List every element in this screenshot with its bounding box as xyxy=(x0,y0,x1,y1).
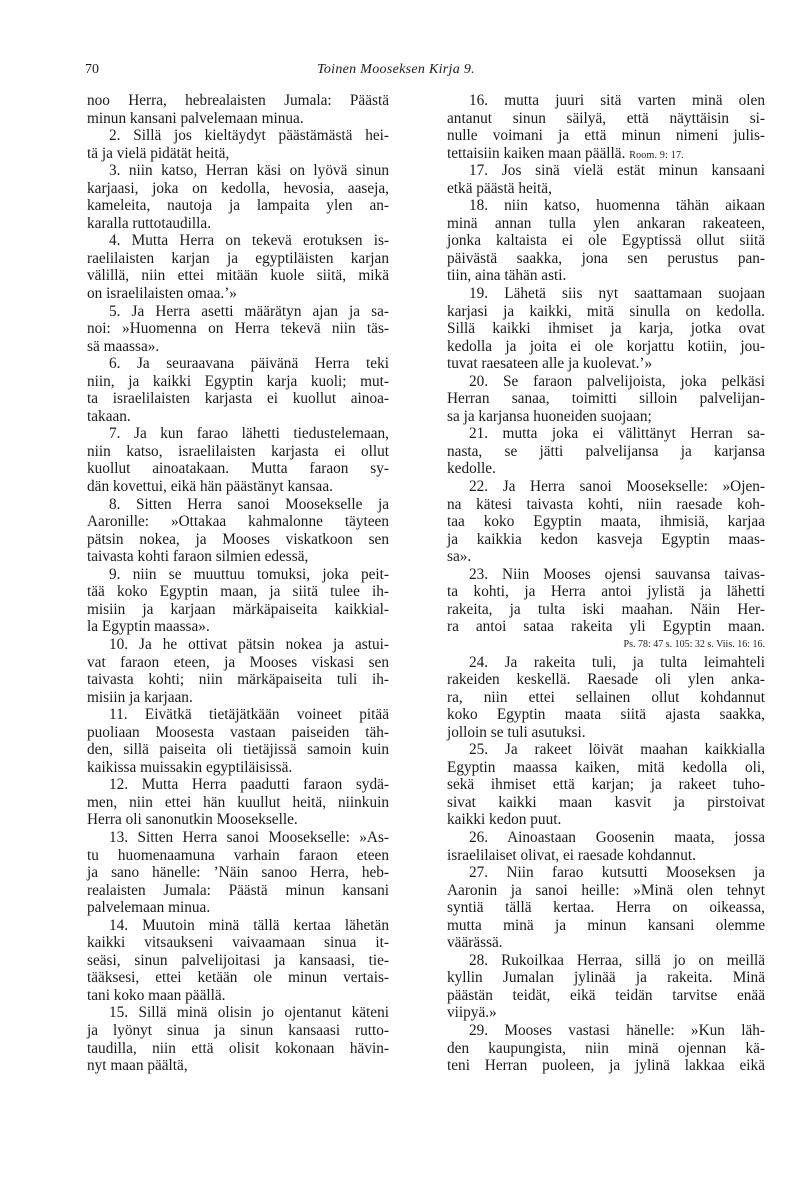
text-line xyxy=(447,285,765,303)
text-line xyxy=(87,987,389,1005)
text-line xyxy=(87,408,389,426)
text-line xyxy=(447,145,765,163)
line-text: ta israelilaisten karjasta ei kuollut ainoa- xyxy=(87,390,389,408)
text-line xyxy=(87,267,389,285)
text-line xyxy=(447,496,765,514)
text-line xyxy=(87,443,389,461)
line-text: koko Egyptin maata siitä ajasta saakka, xyxy=(447,706,765,724)
text-line xyxy=(447,934,765,952)
line-text: 21. mutta joka ei välittänyt Herran sa- xyxy=(469,425,765,443)
line-text: kameleita, nautoja ja lampaita ylen an- xyxy=(87,197,389,215)
text-line xyxy=(447,355,765,373)
line-text: men, niin ettei hän kuullut heitä, niinkuin xyxy=(87,793,389,811)
text-line xyxy=(87,197,389,215)
line-text: Aaronin ja sanoi heille: »Minä olen tehnyt xyxy=(447,881,765,899)
text-line xyxy=(447,250,765,268)
line-text: kedolle. xyxy=(447,460,496,478)
running-title: Toinen Mooseksen Kirja 9. xyxy=(317,62,475,77)
line-text: taa koko Egyptin maata, ihmisiä, karjaa xyxy=(447,513,765,531)
line-text: kyllin Jumalan jylinää ja rakeita. Minä xyxy=(447,969,765,987)
line-text: 22. Ja Herra sanoi Moosekselle: »Ojen- xyxy=(469,478,765,496)
text-line xyxy=(87,338,389,356)
line-text: Egyptin maassa kaiken, mitä kedolla oli, xyxy=(447,758,765,776)
line-text: teni Herran puoleen, ja jylinä lakkaa eikä xyxy=(447,1057,765,1075)
text-line xyxy=(87,390,389,408)
line-text: karjaasi, joka on kedolla, hevosia, aaseja, xyxy=(87,179,389,197)
line-text: dän kovettui, eikä hän päästänyt kansaa. xyxy=(87,478,333,496)
line-text: seäsi, sinun palvelijoitasi ja kansaasi, tie- xyxy=(87,951,389,969)
text-line xyxy=(87,811,389,829)
line-text: nyt maan päältä, xyxy=(87,1057,188,1075)
line-text: israelilaiset olivat, ei raesade kohdannut. xyxy=(447,846,696,864)
text-line xyxy=(447,478,765,496)
line-text: mutta minä ja minun kansani olemme xyxy=(447,916,765,934)
line-text: 13. Sitten Herra sanoi Moosekselle: »As- xyxy=(109,828,389,846)
line-text: 25. Ja rakeet löivät maahan kaikkialla xyxy=(469,741,765,759)
text-line xyxy=(447,847,765,865)
line-text: tettaisiin kaiken maan päällä. xyxy=(447,144,626,162)
line-text: taivasta kohti faraon silmien edessä, xyxy=(87,548,309,566)
line-text: ja sano hänelle: ’Näin sanoo Herra, heb- xyxy=(87,864,389,882)
line-text: tää koko Egyptin maan, ja siitä tulee ih- xyxy=(87,583,389,601)
line-text: karjasi ja kaikki, mitä sinulla on kedolla. xyxy=(447,302,765,320)
line-text: ra, niin ettei sellainen ollut kohdannut xyxy=(447,688,765,706)
line-text: sivat kaikki maan kasvit ja pirstoivat xyxy=(447,793,765,811)
text-line xyxy=(447,1040,765,1058)
line-text: kuollut ainoatakaan. Mutta faraon sy- xyxy=(87,460,389,478)
line-text: tu huomenaamuna varhain faraon eteen xyxy=(87,846,389,864)
line-text: viipyä.» xyxy=(447,1004,497,1022)
text-line xyxy=(447,583,765,601)
text-line xyxy=(447,601,765,619)
text-line xyxy=(87,882,389,900)
line-text: 6. Ja seuraavana päivänä Herra teki xyxy=(109,355,389,373)
text-line xyxy=(87,829,389,847)
line-text: rakeiden keskellä. Raesade oli ylen anka- xyxy=(447,671,765,689)
text-line xyxy=(447,864,765,882)
line-text: 26. Ainoastaan Goosenin maata, jossa xyxy=(469,828,765,846)
text-line xyxy=(447,267,765,285)
text-line xyxy=(447,741,765,759)
text-line xyxy=(447,180,765,198)
text-line xyxy=(447,882,765,900)
text-line xyxy=(87,724,389,742)
text-line xyxy=(447,917,765,935)
text-line xyxy=(87,425,389,443)
text-line xyxy=(87,566,389,584)
text-line xyxy=(87,847,389,865)
line-text: kaikki kedon puut. xyxy=(447,811,562,829)
text-line xyxy=(87,355,389,373)
text-line xyxy=(447,162,765,180)
text-line xyxy=(87,250,389,268)
text-line xyxy=(87,636,389,654)
line-text: pätsin nokea, ja Mooses viskatkoon sen xyxy=(87,530,389,548)
line-text: misiin ja karjaan märkäpaiseita kaikkial- xyxy=(87,600,389,618)
text-line xyxy=(87,618,389,636)
line-text: Herran sanaa, toimitti silloin palvelijan- xyxy=(447,390,765,408)
text-line xyxy=(447,548,765,566)
line-text: Sillä kaikki ihmiset ja karja, jotka ovat xyxy=(447,320,765,338)
text-line xyxy=(87,741,389,759)
page-number: 70 xyxy=(85,62,99,77)
line-text: ra antoi sataa rakeita yli Egyptin maan. xyxy=(447,618,765,636)
line-text: antanut sinun säilyä, että näyttäisin si- xyxy=(447,109,765,127)
line-text: 17. Jos sinä vielä estät minun kansaani xyxy=(469,162,765,180)
line-text: 20. Se faraon palvelijoista, joka pelkäsi xyxy=(469,372,765,390)
line-text: den kaupungista, niin minä ojennan kä- xyxy=(447,1039,765,1057)
text-line xyxy=(447,110,765,128)
line-text: 4. Mutta Herra on tekevä erotuksen is- xyxy=(109,232,389,250)
text-line xyxy=(87,531,389,549)
text-line xyxy=(87,952,389,970)
line-text: tä ja vielä pidätät heitä, xyxy=(87,144,230,162)
line-text: takaan. xyxy=(87,407,131,425)
text-line xyxy=(447,425,765,443)
text-line xyxy=(87,162,389,180)
line-text: ja kaikkia kedon kasveja Egyptin maas- xyxy=(447,530,765,548)
line-text: niin katso, israelilaisten karjasta ei ollut xyxy=(87,442,389,460)
line-text: jonka kaltaista ei ole Egyptissä ollut siitä xyxy=(447,232,765,250)
line-text: 12. Mutta Herra paadutti faraon sydä- xyxy=(109,776,389,794)
text-line xyxy=(87,285,389,303)
line-text: tiin, aina tähän asti. xyxy=(447,267,567,285)
line-text: Herra oli sanonutkin Moosekselle. xyxy=(87,811,298,829)
text-line xyxy=(87,601,389,619)
page-header xyxy=(0,62,792,84)
line-text: jolloin se tuli asutuksi. xyxy=(447,723,586,741)
text-line xyxy=(447,303,765,321)
line-text: nasta, se jätti palvelijansa ja karjansa xyxy=(447,442,765,460)
line-text: 5. Ja Herra asetti määrätyn ajan ja sa- xyxy=(109,302,389,320)
text-line xyxy=(447,127,765,145)
line-text: nulle voimani ja että minun nimeni julis- xyxy=(447,127,765,145)
text-line xyxy=(87,1040,389,1058)
text-line xyxy=(87,548,389,566)
text-line xyxy=(447,706,765,724)
text-line xyxy=(87,583,389,601)
line-text: sä maassa». xyxy=(87,337,160,355)
line-text: väärässä. xyxy=(447,934,503,952)
text-line xyxy=(87,1004,389,1022)
text-line xyxy=(447,654,765,672)
text-line xyxy=(87,127,389,145)
line-text: 16. mutta juuri sitä varten minä olen xyxy=(469,92,765,109)
text-line xyxy=(87,180,389,198)
line-text: taudilla, niin että olisit kokonaan hävin- xyxy=(87,1039,389,1057)
line-text: päivästä saakka, jona sen perustus pan- xyxy=(447,249,765,267)
text-line xyxy=(447,566,765,584)
line-text: sa ja karjansa huoneiden suojaan; xyxy=(447,407,652,425)
text-line xyxy=(447,338,765,356)
line-text: tani koko maan päällä. xyxy=(87,986,226,1004)
text-line xyxy=(447,460,765,478)
text-line xyxy=(447,776,765,794)
text-line xyxy=(447,829,765,847)
line-text: Aaronille: »Ottakaa kahmalonne täyteen xyxy=(87,513,389,531)
text-line xyxy=(447,92,765,110)
line-text: etkä päästä heitä, xyxy=(447,179,552,197)
line-text: 3. niin katso, Herran käsi on lyövä sinun xyxy=(109,162,389,180)
line-text: minun kansani palvelemaan minua. xyxy=(87,109,304,127)
line-text: 19. Lähetä siis nyt saattamaan suojaan xyxy=(469,285,765,303)
line-text: välillä, niin ettei mitään kuole siitä, mikä xyxy=(87,267,389,285)
line-text: ja lyönyt sinua ja sinun kansaasi rutto- xyxy=(87,1021,389,1039)
line-text: puoliaan Moosesta vastaan paiseiden täh- xyxy=(87,723,389,741)
text-line xyxy=(87,92,389,110)
text-line xyxy=(87,671,389,689)
line-text: 14. Muutoin minä tällä kertaa lähetän xyxy=(109,916,389,934)
line-text: vat faraon eteen, ja Mooses viskasi sen xyxy=(87,653,389,671)
text-line xyxy=(447,373,765,391)
text-line xyxy=(87,899,389,917)
text-line xyxy=(447,794,765,812)
right-column xyxy=(447,92,765,1075)
line-text: tuvat raesateen alle ja kuolevat.’» xyxy=(447,355,653,373)
text-line xyxy=(87,654,389,672)
text-line xyxy=(87,215,389,233)
text-line xyxy=(447,689,765,707)
line-text: ta kohti, ja Herra antoi jylistä ja lähetti xyxy=(447,583,765,601)
text-line xyxy=(447,724,765,742)
line-text: misiin ja karjaan. xyxy=(87,688,193,706)
line-text: 11. Eivätkä tietäjätkään voineet pitää xyxy=(109,706,389,724)
line-text: sa». xyxy=(447,548,472,566)
line-text: 2. Sillä jos kieltäydyt päästämästä hei- xyxy=(109,127,389,145)
text-line xyxy=(87,706,389,724)
text-line xyxy=(447,969,765,987)
text-line xyxy=(447,1022,765,1040)
text-line xyxy=(87,969,389,987)
line-text: den, sillä paiseita oli tietäjissä samoin kuin xyxy=(87,741,389,759)
text-line xyxy=(87,320,389,338)
text-line xyxy=(87,794,389,812)
text-line xyxy=(87,373,389,391)
text-line xyxy=(87,689,389,707)
text-line xyxy=(87,864,389,882)
text-line xyxy=(87,232,389,250)
line-text: na kätesi taivasta kohti, niin raesade koh- xyxy=(447,495,765,513)
text-line xyxy=(87,460,389,478)
text-line xyxy=(87,776,389,794)
text-line xyxy=(447,952,765,970)
text-line xyxy=(87,478,389,496)
text-line xyxy=(87,496,389,514)
text-line xyxy=(87,110,389,128)
line-text: noo Herra, hebrealaisten Jumala: Päästä xyxy=(87,92,389,109)
text-line xyxy=(447,636,765,654)
line-text: tääksesi, ettei ketään ole minun vertais- xyxy=(87,969,389,987)
line-text: 7. Ja kun farao lähetti tiedustelemaan, xyxy=(109,425,389,443)
line-text: sekä ihmiset että karjan; ja rakeet tuho- xyxy=(447,776,765,794)
line-text: taivasta kohti; niin märkäpaiseita tuli ih- xyxy=(87,671,389,689)
text-line xyxy=(447,513,765,531)
text-line xyxy=(87,759,389,777)
line-text: kaikki vitsaukseni vaivaamaan sinua it- xyxy=(87,934,389,952)
text-line xyxy=(87,1057,389,1075)
text-line xyxy=(447,618,765,636)
line-text: 24. Ja rakeita tuli, ja tulta leimahteli xyxy=(469,653,765,671)
left-column xyxy=(87,92,389,1075)
line-text: kaikissa muissakin egyptiläisissä. xyxy=(87,758,293,776)
line-text: noi: »Huomenna on Herra tekevä niin täs- xyxy=(87,320,389,338)
text-line xyxy=(447,531,765,549)
text-line xyxy=(87,934,389,952)
text-line xyxy=(87,145,389,163)
line-text: 10. Ja he ottivat pätsin nokea ja astui- xyxy=(109,635,389,653)
text-line xyxy=(87,303,389,321)
line-text: raelilaisten karjan ja egyptiläisten karjan xyxy=(87,249,389,267)
line-text: on israelilaisten omaa.’» xyxy=(87,285,237,303)
line-text: 27. Niin farao kutsutti Mooseksen ja xyxy=(469,864,765,882)
line-text: karalla ruttotaudilla. xyxy=(87,214,212,232)
line-text: 15. Sillä minä olisin jo ojentanut käteni xyxy=(109,1004,389,1022)
text-line xyxy=(87,513,389,531)
line-text: palvelemaan minua. xyxy=(87,899,211,917)
line-text: Ps. 78: 47 s. 105: 32 s. Viis. 16: 16. xyxy=(623,638,765,650)
text-line xyxy=(447,811,765,829)
text-line xyxy=(447,987,765,1005)
text-line xyxy=(447,232,765,250)
line-text: realaisten Jumala: Päästä minun kansani xyxy=(87,881,389,899)
cross-reference: Room. 9: 17. xyxy=(629,149,684,161)
line-text: päästän teidät, eikä teidän tarvitse enää xyxy=(447,986,765,1004)
line-text: 28. Rukoilkaa Herraa, sillä jo on meillä xyxy=(469,951,765,969)
text-line xyxy=(447,215,765,233)
line-text: 29. Mooses vastasi hänelle: »Kun läh- xyxy=(469,1021,765,1039)
text-line xyxy=(447,899,765,917)
text-line xyxy=(87,1022,389,1040)
text-line xyxy=(447,1057,765,1075)
line-text: 23. Niin Mooses ojensi sauvansa taivas- xyxy=(469,565,765,583)
text-line xyxy=(447,671,765,689)
text-line xyxy=(447,197,765,215)
text-line xyxy=(447,759,765,777)
line-text: la Egyptin maassa». xyxy=(87,618,210,636)
line-text: kedolla ja joita ei ole korjattu kotiin, jou- xyxy=(447,337,765,355)
line-text: niin, ja kaikki Egyptin karja kuoli; mut- xyxy=(87,372,389,390)
text-line xyxy=(447,408,765,426)
line-text: 18. niin katso, huomenna tähän aikaan xyxy=(469,197,765,215)
text-line xyxy=(87,917,389,935)
text-line xyxy=(447,390,765,408)
text-line xyxy=(447,320,765,338)
line-text: rakeita, ja tulta iski maahan. Näin Her- xyxy=(447,600,765,618)
line-text: minä annan tulla ylen ankaran rakeateen, xyxy=(447,214,765,232)
line-text: 9. niin se muuttuu tomuksi, joka peit- xyxy=(109,565,389,583)
line-text: syntiä tällä kertaa. Herra on oikeassa, xyxy=(447,899,765,917)
text-line xyxy=(447,443,765,461)
line-text: 8. Sitten Herra sanoi Moosekselle ja xyxy=(109,495,389,513)
text-line xyxy=(447,1004,765,1022)
